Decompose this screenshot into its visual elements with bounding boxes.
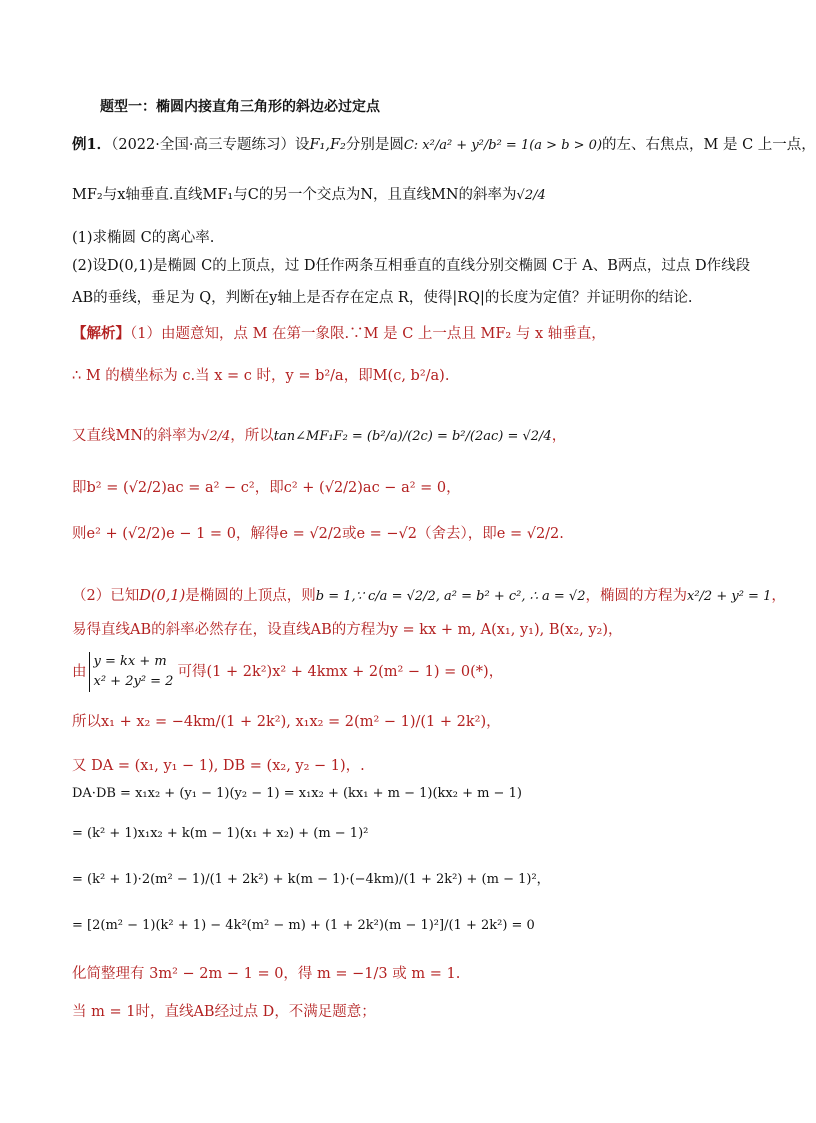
solution-line-13: = (k² + 1)·2(m² − 1)/(1 + 2k²) + k(m − 1)·(−4km)/(1 + 2k²) + (m − 1)²， (72, 872, 550, 887)
solution-line-9: 所以x₁ + x₂ = −4km/(1 + 2k²), x₁x₂ = 2(m² − 1)/(1 + 2k²)， (72, 714, 501, 730)
solution-line-16: 当 m = 1时，直线AB经过点 D，不满足题意； (72, 1004, 376, 1020)
solution-8a: 由 (72, 664, 87, 680)
solution-6d: b = 1,∵ c/a = √2/2, a² = b² + c², ∴ a = √2 (315, 589, 586, 604)
solution-line-6 (72, 584, 786, 605)
system-eq-1: y = kx + m (93, 654, 167, 669)
question-2-line-b: AB的垂线，垂足为 Q，判断在y轴上是否存在定点 R，使得|RQ|的长度为定值？并证明你的结论. (72, 290, 693, 306)
solution-6c: 是椭圆的上顶点，则 (185, 588, 316, 604)
solution-line-4: 即b² = (√2/2)ac = a² − c²，即c² + (√2/2)ac − a² = 0， (72, 480, 461, 496)
solution-line-11: DA·DB = x₁x₂ + (y₁ − 1)(y₂ − 1) = x₁x₂ + (kx₁ + m − 1)(kx₂ + m − 1) (72, 786, 522, 801)
slope-value: √2/4 (516, 188, 546, 203)
solution-3b: √2/4 (201, 429, 231, 444)
equation-system (89, 652, 174, 692)
solution-line-2: ∴ M 的横坐标为 c.当 x = c 时，y = b²/a，即M(c, b²/a). (72, 368, 450, 384)
example-label: 例1． (72, 136, 112, 153)
example-line-2-text: MF₂与x轴垂直.直线MF₁与C的另一个交点为N，且直线MN的斜率为 (72, 187, 517, 203)
example-line-1 (72, 133, 816, 154)
example-text-1: 设 (294, 137, 310, 153)
solution-line-15: 化简整理有 3m² − 2m − 1 = 0，得 m = −1/3 或 m = 1. (72, 966, 461, 982)
solution-6b: D(0,1) (139, 588, 186, 604)
system-eq-2: x² + 2y² = 2 (93, 674, 174, 689)
solution-line-14: = [2(m² − 1)(k² + 1) − 4k²(m² − m) + (1 + 2k²)(m − 1)²]/(1 + 2k²) = 0 (72, 918, 535, 933)
section-heading: 题型一：椭圆内接直角三角形的斜边必过定点 (100, 99, 380, 115)
solution-line-8 (72, 652, 503, 692)
example-line-2 (72, 183, 546, 204)
solution-tag: 【解析】 (72, 325, 130, 342)
question-1: (1)求椭圆 C的离心率. (72, 230, 215, 246)
solution-line-3 (72, 424, 566, 445)
solution-line-12: = (k² + 1)x₁x₂ + k(m − 1)(x₁ + x₂) + (m − 1)² (72, 826, 369, 841)
example-text-3: 的左、右焦点，M 是 C 上一点， (602, 137, 816, 153)
ellipse-equation: C: x²/a² + y²/b² = 1(a > b > 0) (403, 138, 603, 153)
solution-3a: 又直线MN的斜率为 (72, 428, 202, 444)
solution-line-7: 易得直线AB的斜率必然存在，设直线AB的方程为y = kx + m, A(x₁, y₁), B(x₂, y₂)， (72, 622, 623, 638)
example-text-2: 分别是圆 (345, 137, 404, 153)
solution-line-10: 又 DA = (x₁, y₁ − 1), DB = (x₂, y₂ − 1)，. (72, 758, 365, 774)
solution-6g: ， (771, 588, 786, 604)
solution-line-1 (72, 322, 606, 343)
solution-line-5: 则e² + (√2/2)e − 1 = 0，解得e = √2/2或e = −√2（舍去），即e = √2/2. (72, 526, 564, 542)
solution-3e: ， (551, 428, 567, 444)
solution-3c: ，所以 (230, 428, 274, 444)
solution-6e: ，椭圆的方程为 (585, 588, 687, 604)
solution-6f: x²/2 + y² = 1 (687, 589, 772, 604)
solution-6a: （2）已知 (72, 588, 140, 604)
foci-symbols: F₁,F₂ (309, 137, 346, 153)
solution-8b: 可得(1 + 2k²)x² + 4kmx + 2(m² − 1) = 0(*)， (177, 664, 504, 680)
solution-3d: tan∠MF₁F₂ = (b²/a)/(2c) = b²/(2ac) = √2/4 (273, 429, 552, 444)
question-2-line-a: (2)设D(0,1)是椭圆 C的上顶点，过 D任作两条互相垂直的直线分别交椭圆 C于 A、B两点，过点 D作线段 (72, 258, 751, 274)
example-source: （2022·全国·高三专题练习） (111, 137, 295, 153)
solution-step-1: （1）由题意知，点 M 在第一象限.∵M 是 C 上一点且 MF₂ 与 x 轴垂直， (130, 326, 606, 342)
